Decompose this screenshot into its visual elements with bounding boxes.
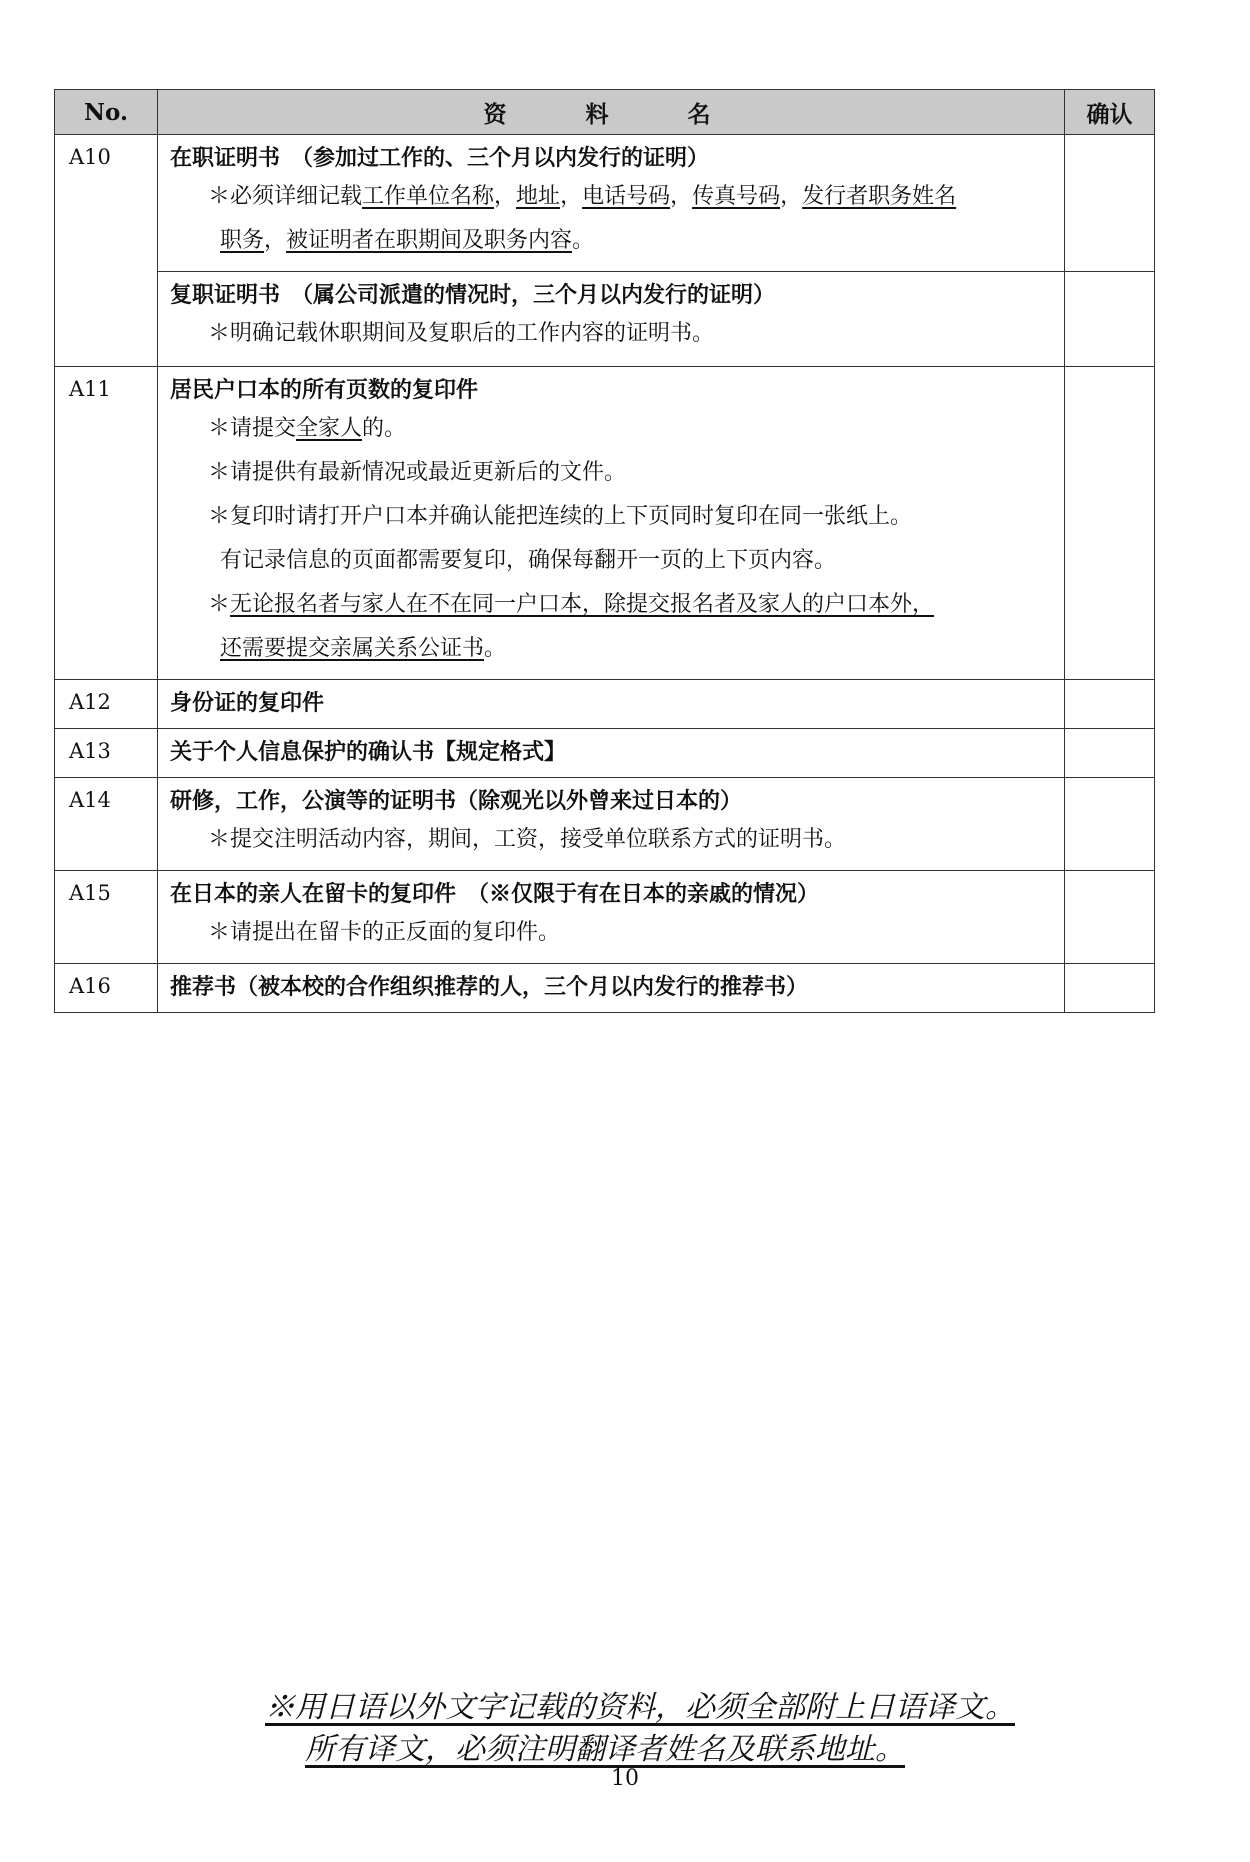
item-id-card-copy: [158, 680, 1065, 729]
row-number: A16: [55, 964, 158, 1013]
document-checklist-table: [54, 89, 1155, 1013]
item-note: ＊请提供有最新情况或最近更新后的文件。: [208, 460, 627, 485]
item-note: ＊明确记载休职期间及复职后的工作内容的证明书。: [208, 321, 715, 346]
confirm-checkbox-a16[interactable]: [1065, 964, 1155, 1013]
table-row-a16: [55, 964, 1155, 1013]
item-household-register-copy: [158, 367, 1065, 680]
table-row-a14: [55, 778, 1155, 871]
item-note: ＊请提出在留卡的正反面的复印件。: [208, 920, 561, 945]
translation-notice-line-2: 所有译文，必须注明翻译者姓名及联系地址。: [305, 1732, 905, 1767]
item-note: ＊请提交全家人的。: [208, 416, 407, 441]
row-number: A11: [55, 367, 158, 680]
item-note: ＊复印时请打开户口本并确认能把连续的上下页同时复印在同一张纸上。: [208, 504, 913, 529]
page-number: 10: [611, 1766, 639, 1791]
header-document-name: 资 料 名: [158, 90, 1065, 135]
item-reinstatement-certificate: [158, 272, 1065, 367]
item-title: 身份证的复印件: [170, 690, 325, 716]
item-title: 居民户口本的所有页数的复印件: [170, 377, 479, 403]
item-residence-card-copy: [158, 871, 1065, 964]
table-row-a11: [55, 367, 1155, 680]
item-note: ＊必须详细记载工作单位名称，地址，电话号码，传真号码，发行者职务姓名: [208, 184, 957, 209]
table-row-a10-sub: [55, 272, 1155, 367]
translation-notice-line-1: ※用日语以外文字记载的资料，必须全部附上日语译文。: [265, 1690, 1015, 1725]
item-note: ＊提交注明活动内容，期间，工资，接受单位联系方式的证明书。: [208, 827, 847, 852]
item-privacy-confirmation: [158, 729, 1065, 778]
table-row-a10: [55, 135, 1155, 272]
confirm-checkbox-a10-1[interactable]: [1065, 135, 1155, 272]
item-title: 推荐书（被本校的合作组织推荐的人，三个月以内发行的推荐书）: [170, 974, 809, 1000]
row-number: A14: [55, 778, 158, 871]
confirm-checkbox-a12[interactable]: [1065, 680, 1155, 729]
header-no: No.: [55, 90, 158, 135]
item-title: 在日本的亲人在留卡的复印件 （※仅限于有在日本的亲戚的情况）: [170, 881, 820, 907]
confirm-checkbox-a13[interactable]: [1065, 729, 1155, 778]
table-row-a15: [55, 871, 1155, 964]
item-employment-certificate: [158, 135, 1065, 272]
confirm-checkbox-a10-2[interactable]: [1065, 272, 1155, 367]
item-title: 复职证明书 （属公司派遣的情况时，三个月以内发行的证明）: [170, 282, 776, 308]
table-header-row: [55, 90, 1155, 135]
item-training-work-certificate: [158, 778, 1065, 871]
row-number: A13: [55, 729, 158, 778]
header-confirm: 确认: [1065, 90, 1155, 135]
item-title: 研修，工作，公演等的证明书（除观光以外曾来过日本的）: [170, 788, 743, 814]
row-number: A15: [55, 871, 158, 964]
confirm-checkbox-a14[interactable]: [1065, 778, 1155, 871]
row-number: A10: [55, 135, 158, 367]
item-recommendation-letter: [158, 964, 1065, 1013]
item-note-continued: 有记录信息的页面都需要复印，确保每翻开一页的上下页内容。: [220, 548, 837, 573]
table-row-a13: [55, 729, 1155, 778]
item-note: ＊无论报名者与家人在不在同一户口本，除提交报名者及家人的户口本外，: [208, 592, 935, 617]
item-title: 关于个人信息保护的确认书【规定格式】: [170, 739, 567, 765]
item-note-continued: 职务，被证明者在职期间及职务内容。: [220, 228, 595, 253]
row-number: A12: [55, 680, 158, 729]
item-title: 在职证明书 （参加过工作的、三个月以内发行的证明）: [170, 145, 710, 171]
table-row-a12: [55, 680, 1155, 729]
confirm-checkbox-a11[interactable]: [1065, 367, 1155, 680]
item-note-continued: 还需要提交亲属关系公证书。: [220, 636, 507, 661]
confirm-checkbox-a15[interactable]: [1065, 871, 1155, 964]
